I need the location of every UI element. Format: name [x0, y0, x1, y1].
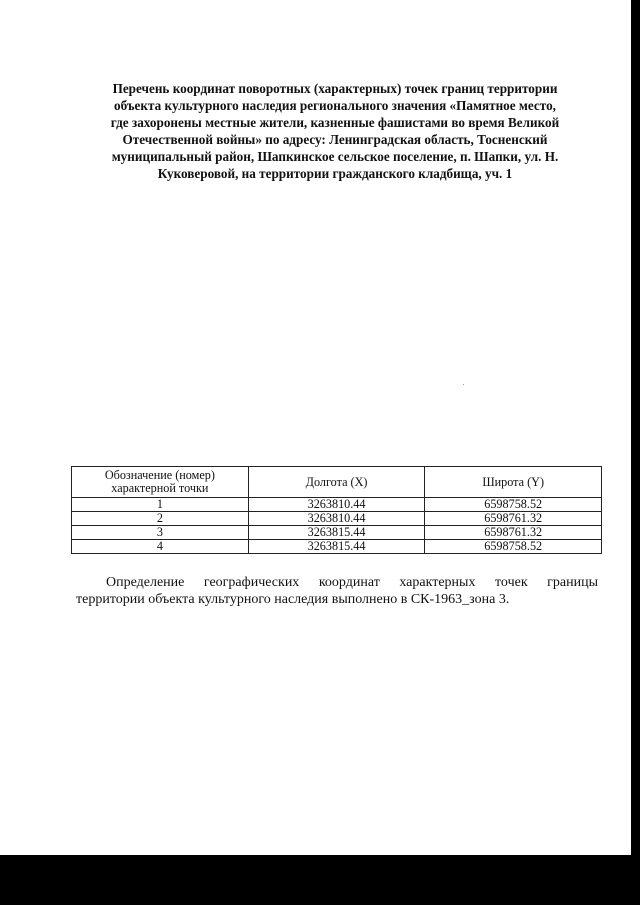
cell-latitude: 6598758.52 [425, 540, 602, 554]
coordinates-table [71, 466, 602, 554]
table-row [72, 498, 602, 512]
cell-longitude: 3263810.44 [248, 498, 425, 512]
cell-point-number: 1 [72, 498, 249, 512]
header-longitude: Долгота (X) [248, 467, 425, 498]
cell-latitude: 6598758.52 [425, 498, 602, 512]
title-line-1: Перечень координат поворотных (характерных) точек границ территории [112, 81, 558, 96]
cell-longitude: 3263815.44 [248, 540, 425, 554]
header-point-number: Обозначение (номер) характерной точки [72, 467, 249, 498]
document-title [70, 80, 600, 182]
title-line-4: Отечественной войны» по адресу: Ленинградская область, Тосненский [122, 132, 548, 147]
header-latitude: Широта (Y) [425, 467, 602, 498]
note-line-1: Определение географических координат характерных точек границы [106, 575, 598, 590]
coordinate-system-note [76, 574, 598, 608]
title-line-3: где захоронены местные жители, казненные фашистами во время Великой [110, 115, 560, 130]
table-header-row [72, 467, 602, 498]
cell-longitude: 3263810.44 [248, 512, 425, 526]
table-row [72, 512, 602, 526]
title-line-5: муниципальный район, Шапкинское сельское поселение, п. Шапки, ул. Н. [111, 149, 559, 164]
note-line-2: территории объекта культурного наследия выполнено в СК-1963_зона 3. [76, 592, 510, 607]
cell-point-number: 3 [72, 526, 249, 540]
table-row [72, 526, 602, 540]
title-line-2: объекта культурного наследия регионального значения «Памятное место, [114, 98, 556, 113]
cell-point-number: 4 [72, 540, 249, 554]
scan-speck [463, 384, 464, 385]
cell-longitude: 3263815.44 [248, 526, 425, 540]
table-row [72, 540, 602, 554]
cell-latitude: 6598761.32 [425, 526, 602, 540]
cell-latitude: 6598761.32 [425, 512, 602, 526]
title-line-6: Куковеровой, на территории гражданского кладбища, уч. 1 [157, 166, 513, 181]
cell-point-number: 2 [72, 512, 249, 526]
